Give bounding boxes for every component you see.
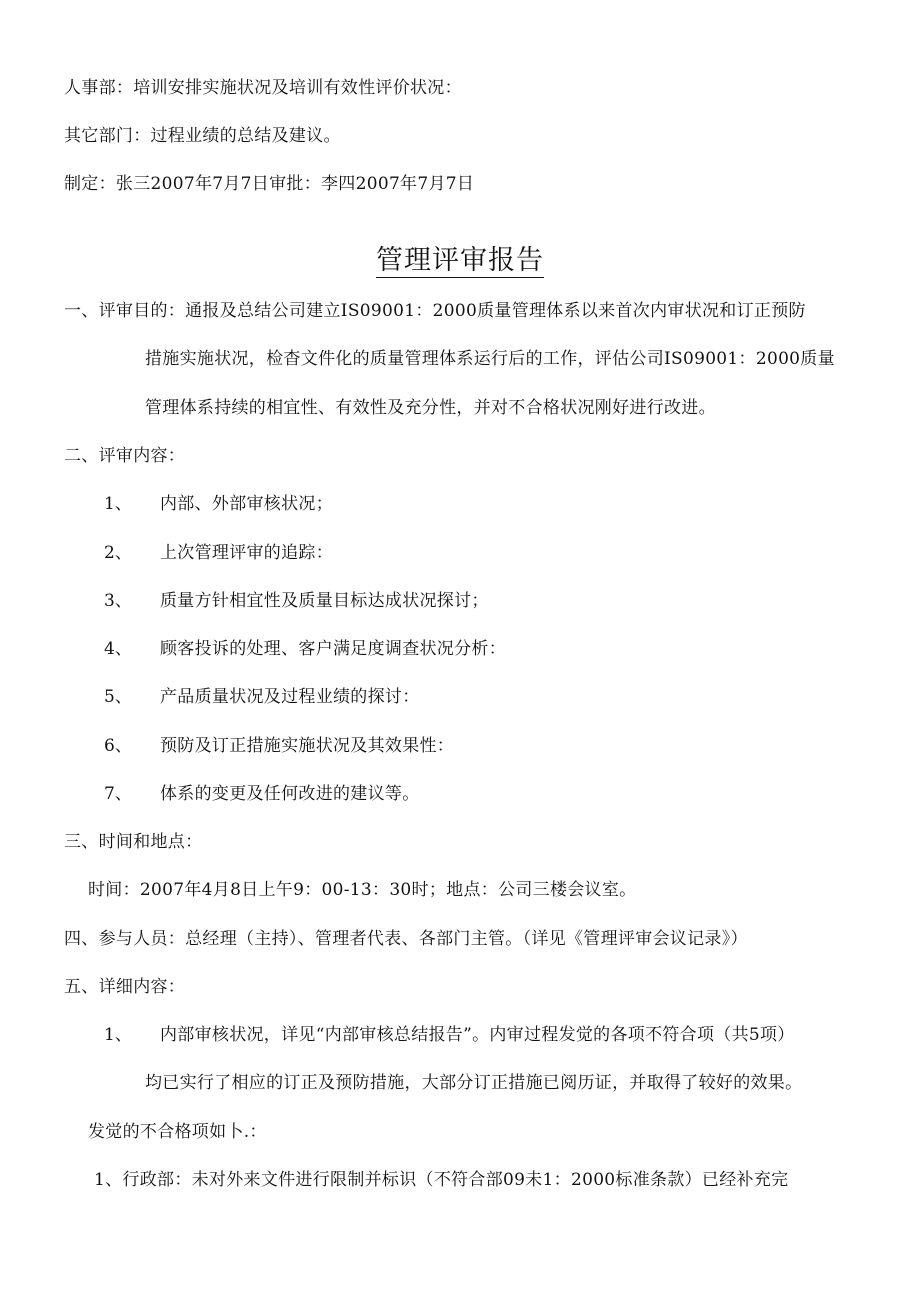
time-place-detail: 时间：2007年4月8日上午9：00-13：30时；地点：公司三楼会议室。 bbox=[88, 880, 637, 900]
hr-dept-line: 人事部：培训安排实施状况及培训有效性评价状况： bbox=[64, 78, 462, 98]
content-item-text: 产品质量状况及过程业绩的探讨： bbox=[160, 687, 420, 707]
content-item-text: 体系的变更及任何改进的建议等。 bbox=[160, 784, 420, 804]
content-item-number: 5、 bbox=[104, 687, 132, 707]
sign-line: 制定：张三2007年7月7日审批：李四2007年7月7日 bbox=[64, 174, 475, 194]
internal-audit-line-1: 内部审核状况，详见“内部审核总结报告”。内审过程发觉的各项不符合项（共5项） bbox=[160, 1025, 795, 1045]
other-dept-line: 其它部门：过程业绩的总结及建议。 bbox=[64, 126, 341, 146]
content-item-text: 顾客投诉的处理、客户满足度调查状况分析： bbox=[160, 639, 506, 659]
content-item-number: 7、 bbox=[104, 784, 132, 804]
page-title bbox=[0, 244, 920, 278]
content-item-text: 质量方针相宜性及质量目标达成状况探讨； bbox=[160, 591, 489, 611]
nonconformity-intro: 发觉的不合格项如卜.： bbox=[88, 1122, 267, 1142]
content-item-number: 6、 bbox=[104, 736, 132, 756]
purpose-line-3: 管理体系持续的相宜性、有效性及充分性，并对不合格状况刚好进行改进。 bbox=[145, 398, 716, 418]
content-item-text: 上次管理评审的追踪： bbox=[160, 543, 333, 563]
content-item-number: 3、 bbox=[104, 591, 132, 611]
purpose-line-2: 措施实施状况，检杳文件化的质量管理体系运行后的工作，评估公司IS09001：2000质量 bbox=[145, 349, 835, 369]
finding-admin-dept: 1、行政部：未对外来文件进行限制并标识（不符合部09未1：2000标准条款）已经补充完 bbox=[94, 1170, 789, 1190]
content-item-number: 2、 bbox=[104, 543, 132, 563]
content-heading: 二、评审内容： bbox=[64, 446, 186, 466]
participants-line: 四、参与人员：总经理（主持）、管理者代表、各部门主管。（详见《管理评审会议记录》） bbox=[64, 929, 748, 949]
page-title-text: 管理评审报告 bbox=[376, 245, 544, 276]
internal-audit-line-2: 均已实行了相应的订正及预防措施，大部分订正措施已阅历证，并取得了较好的效果。 bbox=[145, 1073, 803, 1093]
content-item-text: 预防及订正措施实施状况及其效果性： bbox=[160, 736, 455, 756]
content-item-text: 内部、外部审核状况； bbox=[160, 494, 333, 514]
content-item-number: 1、 bbox=[104, 494, 132, 514]
time-place-heading: 三、时间和地点： bbox=[64, 832, 203, 852]
purpose-line-1: 一、评审目的：通报及总结公司建立IS09001：2000质量管理体系以来首次内审状况和订正预防 bbox=[64, 301, 806, 321]
content-item-number: 4、 bbox=[104, 639, 132, 659]
details-item-number: 1、 bbox=[104, 1025, 132, 1045]
details-heading: 五、详细内容： bbox=[64, 977, 186, 997]
